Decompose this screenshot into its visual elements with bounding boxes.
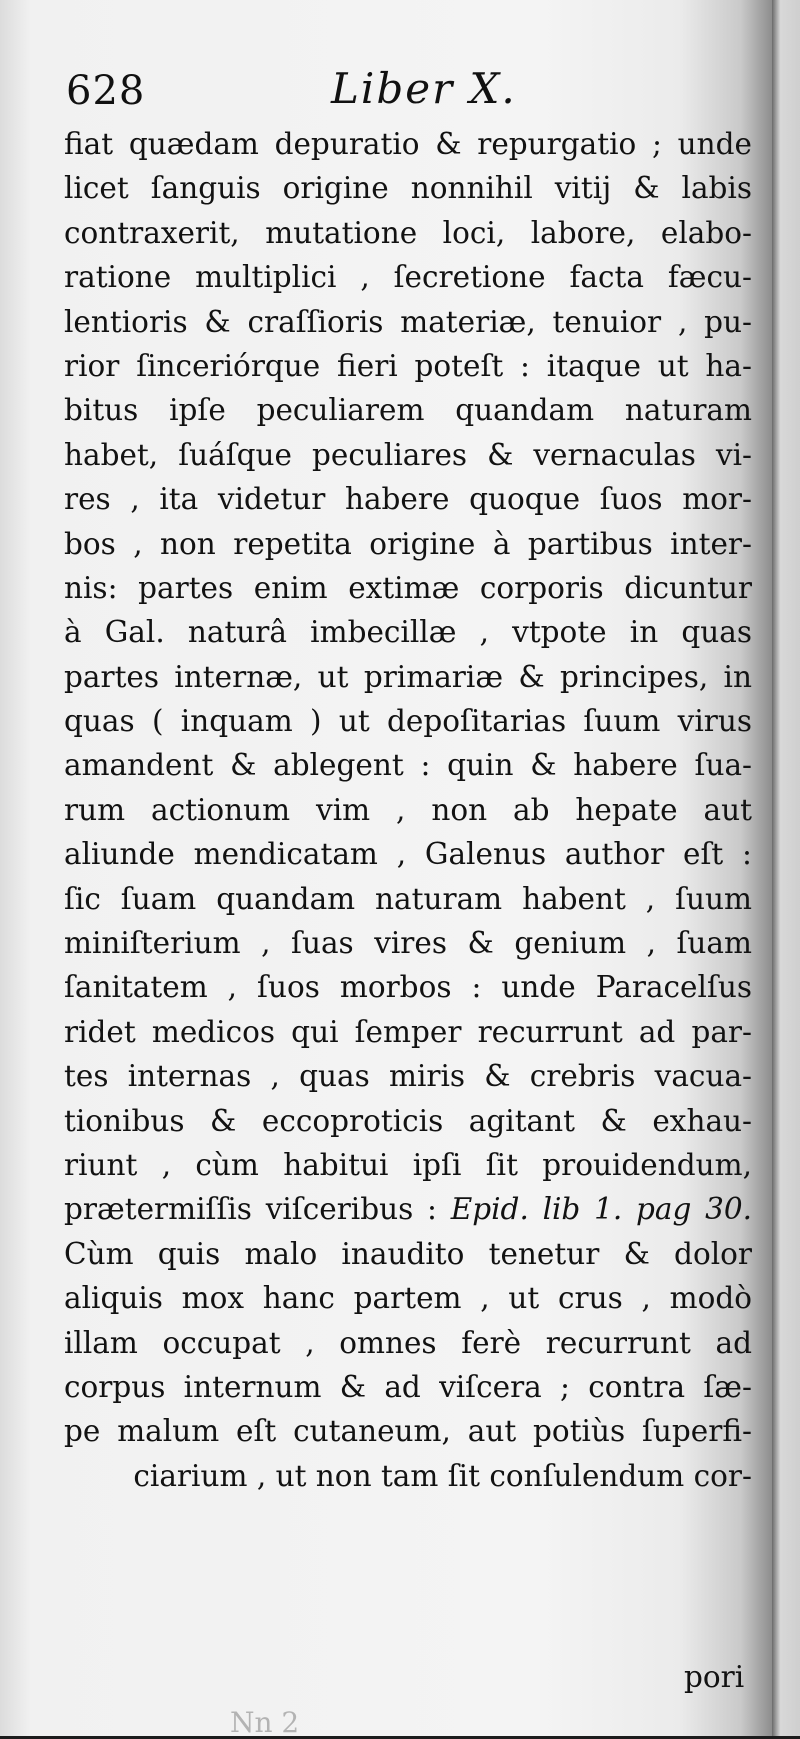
adjacent-page-edge <box>772 0 800 1736</box>
text-line: contraxerit, mutatione loci, labore, elabo- <box>64 215 752 250</box>
text-line-with-citation <box>64 1187 752 1231</box>
text-line: ratione multiplici , ſecretione facta fæcu- <box>64 260 752 295</box>
text-line: lentioris & craſſioris materiæ, tenuior , pu- <box>64 304 752 339</box>
text-line: aliunde mendicatam , Galenus author eſt : <box>64 837 752 872</box>
text-line: fiat quædam depuratio & repurgatio ; unde <box>64 127 752 161</box>
text-line: nis: partes enim extimæ corporis dicuntur <box>64 570 752 605</box>
text-line: ſanitatem , ſuos morbos : unde Paracelſus <box>64 970 752 1005</box>
text-line: ridet medicos qui ſemper recurrunt ad par- <box>64 1014 752 1049</box>
text-line: ciarium , ut non tam ſit conſulendum cor- <box>133 1458 752 1493</box>
body-text <box>64 122 752 1498</box>
text-line: prætermiſſis viſceribus : <box>64 1192 437 1227</box>
text-line: licet ſanguis origine nonnihil vitij & labis <box>64 171 752 206</box>
text-line: partes internæ, ut primariæ & principes, in <box>64 659 752 694</box>
text-line: Cùm quis malo inaudito tenetur & dolor <box>64 1236 752 1271</box>
text-line: aliquis mox hanc partem , ut crus , modò <box>64 1281 752 1316</box>
text-line: res , ita videtur habere quoque ſuos mor- <box>64 482 752 517</box>
text-line: ſic ſuam quandam naturam habent , ſuum <box>64 881 752 916</box>
text-line: rior ſinceriórque fieri poteſt : itaque ut ha- <box>64 348 752 383</box>
page-header <box>66 60 766 120</box>
text-line: corpus internum & ad viſcera ; contra ſæ- <box>64 1369 752 1404</box>
text-line: miniſterium , ſuas vires & genium , ſuam <box>64 926 752 961</box>
text-line: bitus ipſe peculiarem quandam naturam <box>64 393 752 428</box>
catchword: pori <box>684 1660 745 1694</box>
text-line: tes internas , quas miris & crebris vacua- <box>64 1059 752 1094</box>
signature-mark: Nn 2 <box>230 1706 300 1739</box>
text-line: riunt , cùm habitui ipſi ſit prouidendum, <box>64 1147 752 1182</box>
text-line: rum actionum vim , non ab hepate aut <box>64 792 752 827</box>
citation-reference: Epid. lib 1. pag 30. <box>450 1192 752 1227</box>
text-line: bos , non repetita origine à partibus inter- <box>64 526 752 561</box>
page-number: 628 <box>66 68 146 114</box>
text-line: tionibus & eccoproticis agitant & exhau- <box>64 1103 752 1138</box>
text-line: illam occupat , omnes ferè recurrunt ad <box>64 1325 752 1360</box>
text-line: pe malum eſt cutaneum, aut potiùs ſuperfi- <box>64 1414 752 1449</box>
text-line: quas ( inquam ) ut depoſitarias ſuum virus <box>64 704 752 739</box>
text-line: habet, ſuáſque peculiares & vernaculas vi- <box>64 437 752 472</box>
text-line: amandent & ablegent : quin & habere ſua- <box>64 748 752 783</box>
text-line: à Gal. naturâ imbecillæ , vtpote in quas <box>64 615 752 650</box>
running-head: Liber X. <box>331 64 517 113</box>
